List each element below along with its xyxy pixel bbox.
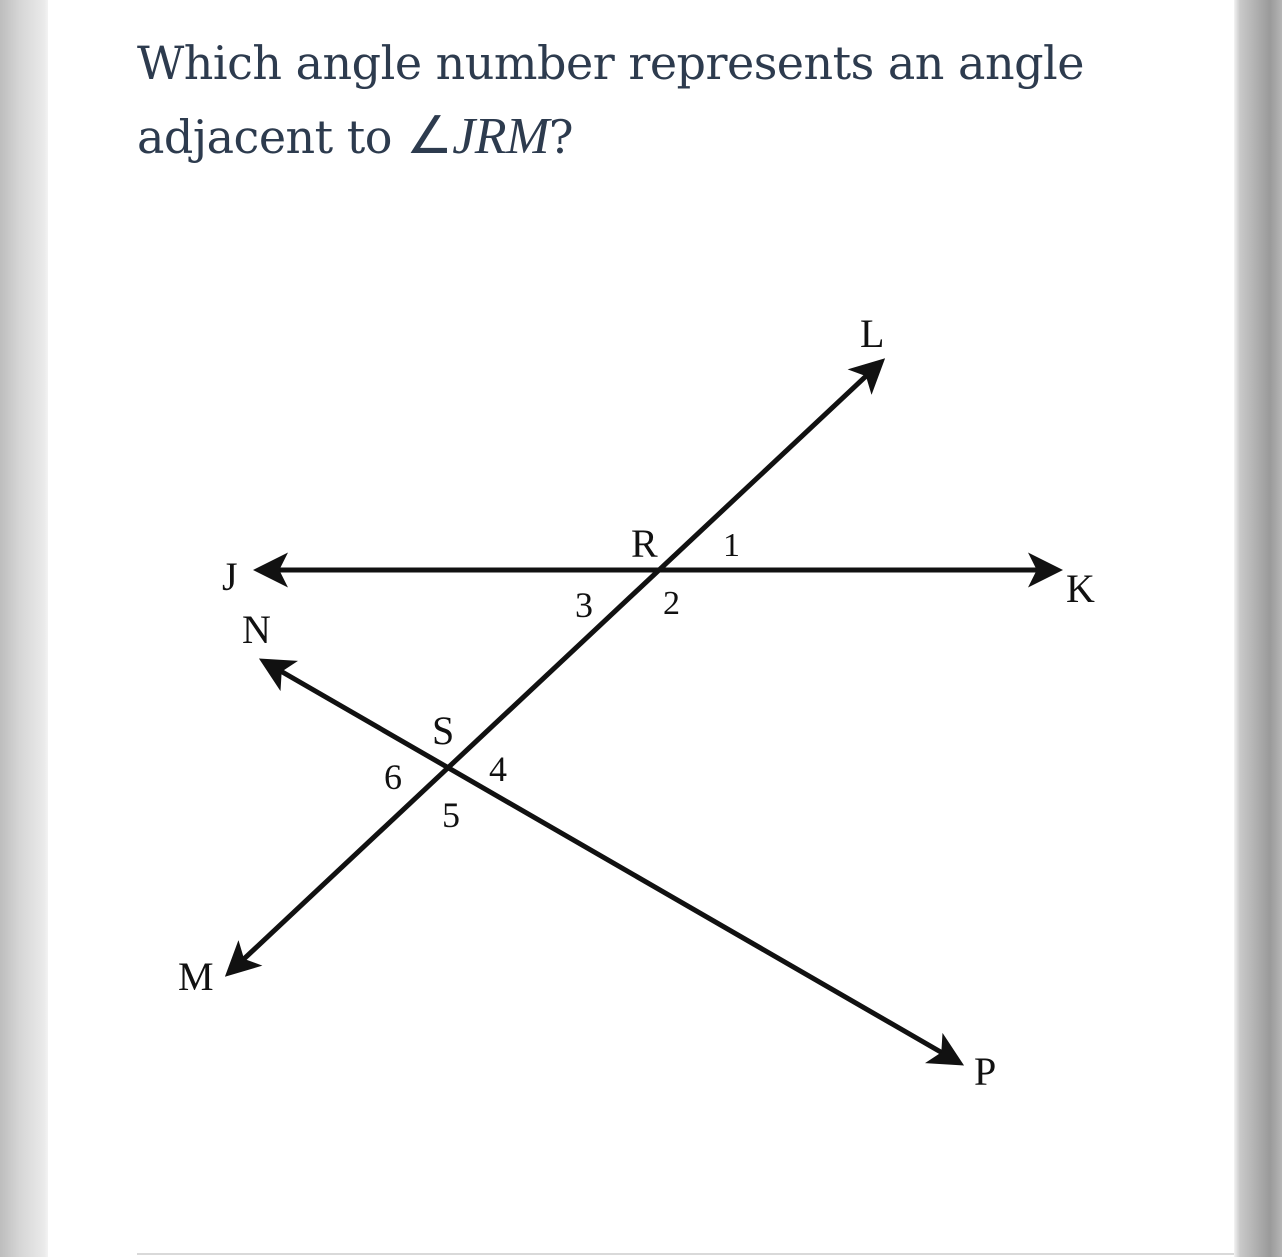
angle-number-1: 1 <box>723 527 740 564</box>
point-label-s: S <box>432 708 455 753</box>
angle-number-3: 3 <box>575 585 593 625</box>
bottom-divider <box>137 1253 1234 1255</box>
angle-symbol: ∠ <box>406 108 453 165</box>
point-label-r: R <box>631 521 658 566</box>
angle-number-5: 5 <box>442 795 460 835</box>
question-text-after: ? <box>548 110 574 164</box>
question-text-before: Which angle number represents an angle adjacent to <box>137 36 1084 164</box>
line-lm <box>230 363 880 972</box>
point-label-l: L <box>860 311 885 356</box>
point-label-m: M <box>178 954 214 999</box>
angle-number-6: 6 <box>384 757 402 797</box>
angle-name: JRM <box>452 108 549 165</box>
angle-number-2: 2 <box>663 585 680 622</box>
angle-number-4: 4 <box>489 749 507 789</box>
point-label-p: P <box>974 1049 997 1094</box>
point-label-n: N <box>242 607 271 652</box>
point-label-k: K <box>1066 566 1095 611</box>
point-label-j: J <box>222 554 238 599</box>
line-np <box>265 662 958 1062</box>
